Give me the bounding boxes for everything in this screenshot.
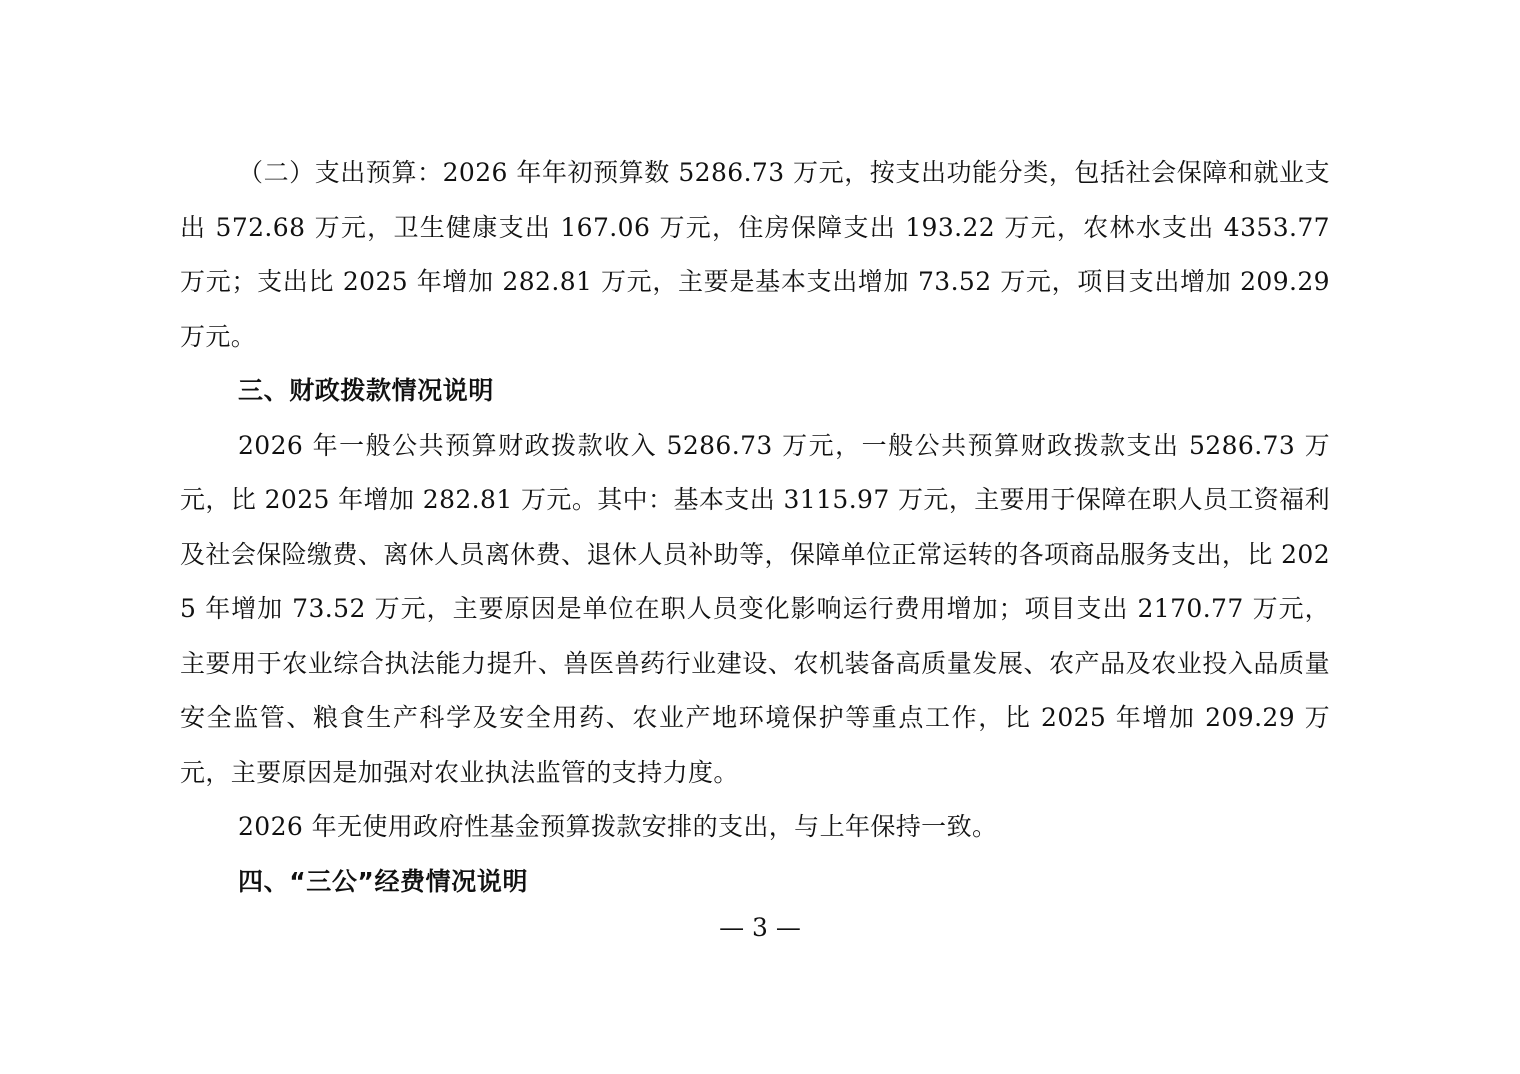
paragraph-government-fund: 2026 年无使用政府性基金预算拨款安排的支出，与上年保持一致。 (238, 812, 998, 841)
document-body (180, 146, 1330, 909)
paragraph-fiscal-appropriation-detail: 2026 年一般公共预算财政拨款收入 5286.73 万元，一般公共预算财政拨款支出 5286.73 万元，比 2025 年增加 282.81 万元。其中：基本支出 3115.97 万元，主要用于保障在职人员工资福利及社会保险缴费、离休人员离休费、退休人员补助等，保障单位正常运转的各项商品服务支出，比 2025 年增加 73.52 万元，主要原因是单位在职人员变化影响运行费用增加；项目支出 2170.77 万元，主要用于农业综合执法能力提升、兽医兽药行业建设、农机装备高质量发展、农产品及农业投入品质量安全监管、粮食生产科学及安全用药、农业产地环境保护等重点工作，比 2025 年增加 209.29 万元，主要原因是加强对农业执法监管的支持力度。 (180, 430, 1330, 787)
paragraph-expenditure-budget: （二）支出预算：2026 年年初预算数 5286.73 万元，按支出功能分类，包括社会保障和就业支出 572.68 万元，卫生健康支出 167.06 万元，住房保障支出 193.22 万元，农林水支出 4353.77 万元；支出比 2025 年增加 282.81 万元，主要是基本支出增加 73.52 万元，项目支出增加 209.29 万元。 (180, 158, 1330, 351)
heading-three-public-expenses: 四、“三公”经费情况说明 (238, 866, 529, 896)
page-number: — 3 — (719, 913, 801, 942)
heading-fiscal-appropriation: 三、财政拨款情况说明 (238, 376, 495, 405)
